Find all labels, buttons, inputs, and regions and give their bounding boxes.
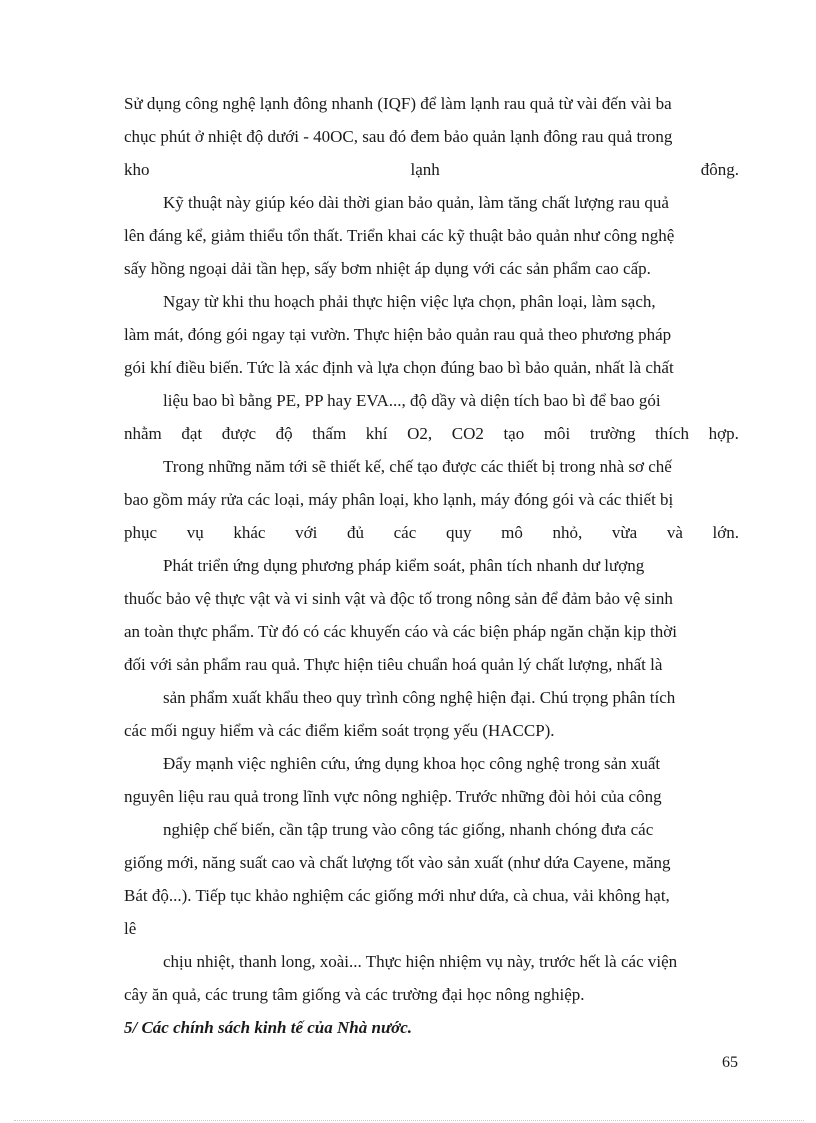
page-number: 65 — [722, 1054, 738, 1071]
word: lạnh — [410, 160, 440, 179]
word: O2, — [407, 424, 433, 443]
text-line: lên đáng kể, giảm thiểu tổn thất. Triển khai các kỹ thuật bảo quản như công nghệ — [124, 226, 675, 245]
text-line: Phát triển ứng dụng phương pháp kiểm soát, phân tích nhanh dư lượng — [163, 556, 645, 575]
page-bottom-dotted-rule — [14, 1120, 804, 1121]
word: thấm — [312, 424, 347, 443]
word: khí — [365, 424, 388, 443]
text-line: chịu nhiệt, thanh long, xoài... Thực hiện nhiệm vụ này, trước hết là các viện — [163, 952, 678, 971]
text-line: Đẩy mạnh việc nghiên cứu, ứng dụng khoa học công nghệ trong sản xuất — [163, 754, 661, 773]
text-line-justified — [124, 154, 739, 186]
text-line: sản phẩm xuất khẩu theo quy trình công nghệ hiện đại. Chú trọng phân tích — [163, 688, 676, 707]
word: với — [295, 523, 318, 542]
text-line: an toàn thực phẩm. Từ đó có các khuyến cáo và các biện pháp ngăn chặn kịp thời — [124, 622, 677, 641]
word: tạo — [503, 424, 525, 443]
word: mô — [501, 523, 523, 542]
text-line: Kỹ thuật này giúp kéo dài thời gian bảo quản, làm tăng chất lượng rau quả — [163, 193, 669, 212]
word: vụ — [186, 523, 204, 542]
word: trường — [589, 424, 636, 443]
word: nhỏ, — [552, 523, 583, 542]
word: kho — [124, 160, 150, 179]
word: vừa — [611, 523, 638, 542]
text-line: bao gồm máy rửa các loại, máy phân loại, kho lạnh, máy đóng gói và các thiết bị — [124, 490, 674, 509]
word: CO2 — [451, 424, 484, 443]
word: độ — [275, 424, 293, 443]
text-line: Sử dụng công nghệ lạnh đông nhanh (IQF) để làm lạnh rau quả từ vài đến vài ba — [124, 94, 672, 113]
section-heading: 5/ Các chính sách kinh tế của Nhà nước. — [124, 1018, 413, 1037]
text-line: các mối nguy hiểm và các điểm kiểm soát trọng yếu (HACCP). — [124, 721, 555, 740]
word: đông. — [700, 160, 739, 179]
word: được — [221, 424, 256, 443]
text-line: chục phút ở nhiệt độ dưới - 40OC, sau đó đem bảo quản lạnh đông rau quả trong — [124, 127, 673, 146]
text-line: nguyên liệu rau quả trong lĩnh vực nông nghiệp. Trước những đòi hỏi của công — [124, 787, 662, 806]
text-line: Bát độ...). Tiếp tục khảo nghiệm các giống mới như dứa, cà chua, vải không hạt, — [124, 886, 670, 905]
word: thích — [655, 424, 690, 443]
text-line-justified — [124, 418, 739, 450]
text-line: giống mới, năng suất cao và chất lượng tốt vào sản xuất (như dứa Cayene, măng — [124, 853, 671, 872]
text-line: thuốc bảo vệ thực vật và vi sinh vật và độc tố trong nông sản để đảm bảo vệ sinh — [124, 589, 673, 608]
text-line: Trong những năm tới sẽ thiết kế, chế tạo được các thiết bị trong nhà sơ chế — [163, 457, 672, 476]
word: nhằm — [124, 424, 162, 443]
word: khác — [233, 523, 266, 542]
word: và — [666, 523, 683, 542]
text-line: đối với sản phẩm rau quả. Thực hiện tiêu chuẩn hoá quản lý chất lượng, nhất là — [124, 655, 663, 674]
text-line-justified — [124, 517, 739, 549]
word: đạt — [181, 424, 203, 443]
word: hợp. — [708, 424, 739, 443]
text-line: liệu bao bì bằng PE, PP hay EVA..., độ dầy và diện tích bao bì để bao gói — [163, 391, 661, 410]
text-line: Ngay từ khi thu hoạch phải thực hiện việc lựa chọn, phân loại, làm sạch, — [163, 292, 656, 311]
text-line: lê — [124, 919, 137, 938]
text-line: gói khí điều biến. Tức là xác định và lựa chọn đúng bao bì bảo quản, nhất là chất — [124, 358, 674, 377]
word: các — [393, 523, 417, 542]
word: quy — [445, 523, 472, 542]
word: lớn. — [712, 523, 739, 542]
text-line: cây ăn quả, các trung tâm giống và các trường đại học nông nghiệp. — [124, 985, 585, 1004]
text-line: nghiệp chế biến, cần tập trung vào công tác giống, nhanh chóng đưa các — [163, 820, 654, 839]
text-line: làm mát, đóng gói ngay tại vườn. Thực hiện bảo quản rau quả theo phương pháp — [124, 325, 672, 344]
word: phục — [124, 523, 158, 542]
word: đủ — [346, 523, 364, 542]
text-line: sấy hồng ngoại dải tần hẹp, sấy bơm nhiệt áp dụng với các sản phẩm cao cấp. — [124, 259, 651, 278]
word: môi — [543, 424, 571, 443]
